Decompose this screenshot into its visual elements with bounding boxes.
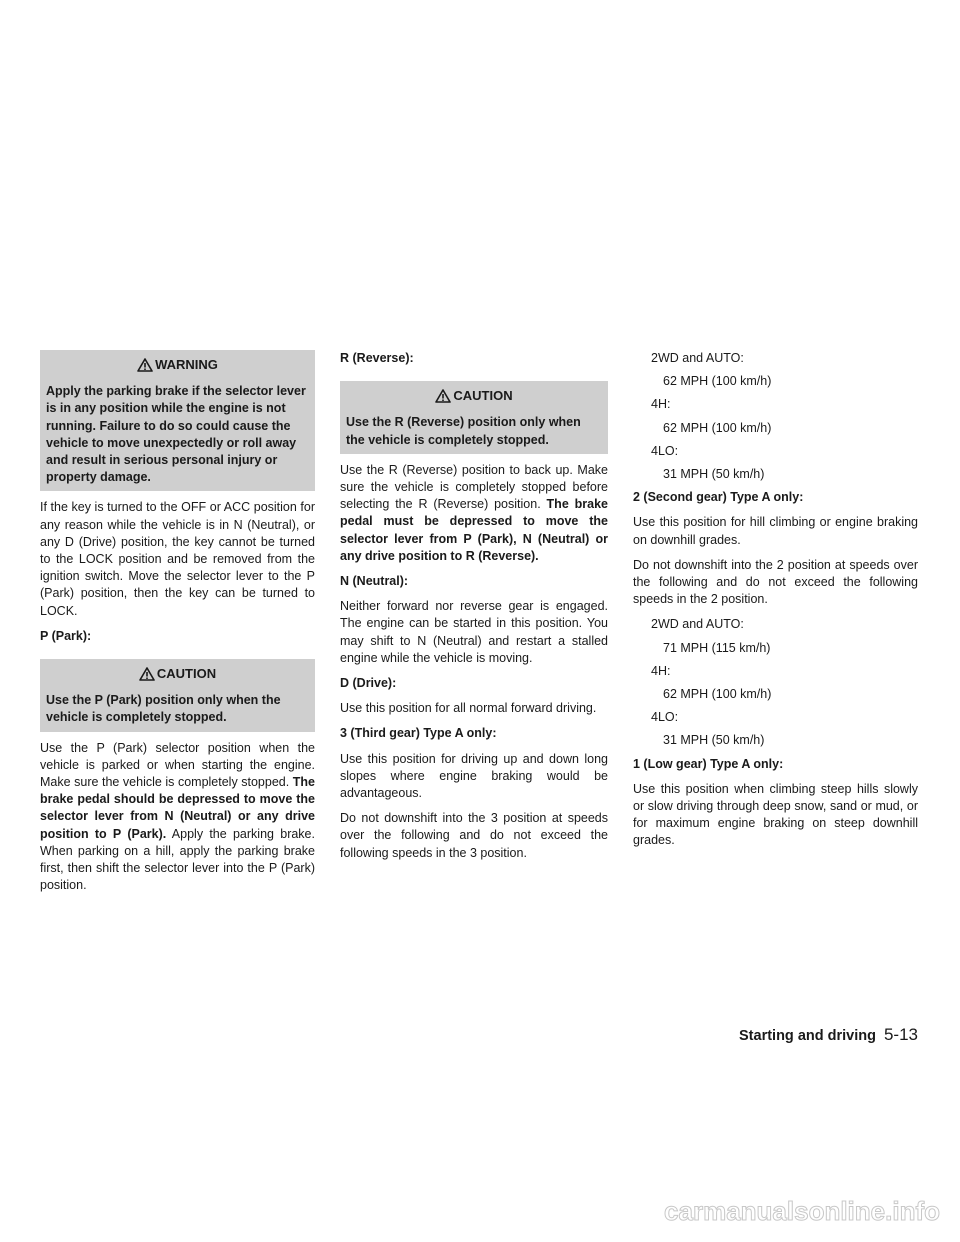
section-title: Starting and driving [739, 1028, 876, 1044]
reverse-paragraph [340, 462, 608, 565]
reverse-caution-title-text: CAUTION [453, 388, 513, 404]
speed-label: 4H: [651, 663, 671, 678]
park-paragraph [40, 740, 315, 895]
speed-value: 62 MPH (100 km/h) [663, 374, 772, 389]
speed-value: 71 MPH (115 km/h) [663, 640, 771, 655]
reverse-caution-title [346, 387, 602, 404]
low-gear-paragraph: Use this position when climbing steep hills slowly or slow driving through deep snow, sand or mud, or for maximum engine braking on steep downhill grades. [633, 781, 918, 848]
svg-text:carmanualsonline.info: carmanualsonline.info [664, 1196, 940, 1226]
watermark-logo [565, 1190, 945, 1230]
reverse-text-bold: The brake pedal must be depressed to move the selector lever from P (Park), N (Neutral) or any drive position to R (Reverse). [340, 497, 608, 563]
speed-label: 4LO: [651, 443, 679, 458]
reverse-heading: R (Reverse): [340, 351, 414, 365]
second-gear-speed-list [633, 616, 918, 749]
reverse-caution-body: Use the R (Reverse) position only when the vehicle is completely stopped. [346, 415, 581, 447]
speed-label: 2WD and AUTO: [651, 617, 744, 632]
third-gear-downshift-paragraph: Do not downshift into the 3 position at speeds over the following and do not exceed the following speeds in the 3 position. [340, 811, 608, 860]
third-gear-speed-list [633, 350, 918, 483]
reverse-caution-box [340, 381, 608, 454]
caution-icon [139, 667, 155, 681]
park-heading: P (Park): [40, 628, 92, 643]
reverse-text-a: Use the R (Reverse) position to back up. Make sure the vehicle is completely stopped before selecting the R (Reverse) position. [340, 462, 608, 512]
park-text-c: Apply the parking brake. When parking on a hill, apply the parking brake first, then shift the selector lever into the P (Park) position. [40, 826, 315, 893]
drive-heading: D (Drive): [340, 676, 397, 691]
park-text-bold: The brake pedal should be depressed to move the selector lever from N (Neutral) or any drive position to P (Park). [40, 775, 315, 841]
speed-label: 4H: [651, 397, 671, 412]
third-gear-paragraph: Use this position for driving up and down long slopes where engine braking would be advantageous. [340, 751, 608, 801]
park-caution-body: Use the P (Park) position only when the vehicle is completely stopped. [46, 693, 281, 725]
speed-label: 4LO: [651, 710, 679, 725]
third-gear-heading: 3 (Third gear) Type A only: [340, 726, 497, 741]
warning-title-text: WARNING [155, 357, 218, 372]
warning-box [40, 350, 315, 491]
neutral-paragraph: Neither forward nor reverse gear is engaged. The engine can be started in this position. You may shift to N (Neutral) and restart a stalled engine while the vehicle is moving. [340, 599, 608, 665]
speed-label: 2WD and AUTO: [651, 351, 744, 365]
park-caution-title-text: CAUTION [156, 666, 217, 682]
park-caution-title [46, 665, 309, 682]
key-paragraph: If the key is turned to the OFF or ACC position for any reason while the vehicle is in N (Neutral), or any D (Drive) position, the key cannot be turned to the LOCK position and be removed from the ignition switch. Move the selector lever to the P (Park) position, then the key can be turned to LOCK. [40, 500, 315, 618]
neutral-heading: N (Neutral): [340, 574, 409, 589]
speed-value: 62 MPH (100 km/h) [663, 687, 772, 702]
warning-icon [137, 358, 153, 372]
speed-value: 31 MPH (50 km/h) [663, 467, 765, 482]
drive-paragraph: Use this position for all normal forward driving. [340, 701, 597, 716]
page-number: 5-13 [883, 1025, 918, 1044]
page-footer [739, 1025, 918, 1045]
warning-title [46, 356, 309, 373]
speed-value: 62 MPH (100 km/h) [663, 420, 772, 435]
low-gear-heading: 1 (Low gear) Type A only: [633, 756, 784, 771]
second-gear-paragraph: Use this position for hill climbing or engine braking on downhill grades. [633, 515, 918, 547]
warning-body: Apply the parking brake if the selector lever is in any position while the engine is not running. Failure to do so could cause the vehicle to move unexpectedly or roll away and result in serious personal injury or property damage. [46, 384, 306, 485]
caution-icon [435, 389, 451, 403]
speed-value: 31 MPH (50 km/h) [663, 733, 765, 748]
column-1 [40, 350, 315, 902]
second-gear-downshift-paragraph: Do not downshift into the 2 position at speeds over the following and do not exceed the following speeds in the 2 position. [633, 557, 918, 607]
column-2 [340, 350, 608, 870]
park-text-a: Use the P (Park) selector position when the vehicle is parked or when starting the engine. Make sure the vehicle is completely stopped. [40, 740, 315, 790]
column-3 [633, 350, 918, 858]
second-gear-heading: 2 (Second gear) Type A only: [633, 490, 804, 505]
park-caution-box [40, 659, 315, 732]
